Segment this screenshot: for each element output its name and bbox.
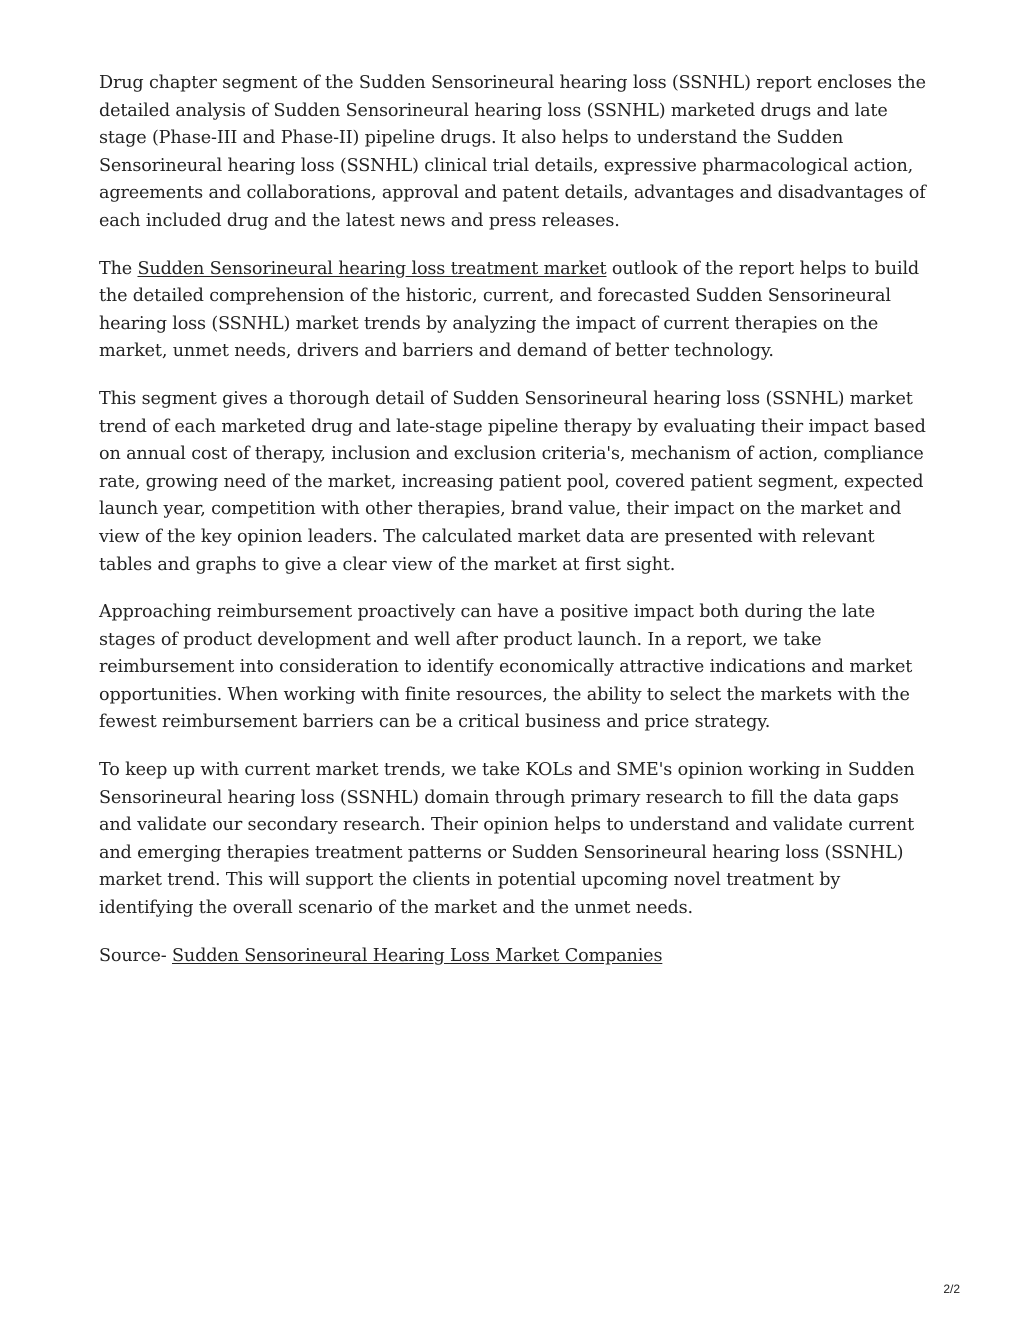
treatment-market-link[interactable]: Sudden Sensorineural hearing loss treatment market [137, 258, 607, 279]
document-body [99, 70, 931, 990]
paragraph-treatment-market [99, 256, 931, 366]
paragraph-market-trend: This segment gives a thorough detail of Sudden Sensorineural hearing loss (SSNHL) market trend of each marketed drug and late-stage pipeline therapy by evaluating their impact based on annual cost of therapy, inclusion and exclusion criteria's, mechanism of action, compliance rate, growing need of the market, increasing patient pool, covered patient segment, expected launch year, competition with other therapies, brand value, their impact on the market and view of the key opinion leaders. The calculated market data are presented with relevant tables and graphs to give a clear view of the market at first sight. [99, 388, 926, 575]
source-label: Source- [99, 945, 172, 966]
paragraph-text: outlook of the report helps to build the detailed comprehension of the historic, current, and forecasted Sudden Sensorineural hearing loss (SSNHL) market trends by analyzing the impact of current therapies on the market, unmet needs, drivers and barriers and demand of better technology. [99, 258, 920, 362]
paragraph-drug-chapter: Drug chapter segment of the Sudden Sensorineural hearing loss (SSNHL) report encloses the detailed analysis of Sudden Sensorineural hearing loss (SSNHL) marketed drugs and late stage (Phase-III and Phase-II) pipeline drugs. It also helps to understand the Sudden Sensorineural hearing loss (SSNHL) clinical trial details, expressive pharmacological action, agreements and collaborations, approval and patent details, advantages and disadvantages of each included drug and the latest news and press releases. [99, 73, 926, 231]
paragraph-reimbursement: Approaching reimbursement proactively can have a positive impact both during the late stages of product development and well after product launch. In a report, we take reimbursement into consideration to identify economically attractive indications and market opportunities. When working with finite resources, the ability to select the markets with the fewest reimbursement barriers can be a critical business and price strategy. [99, 602, 913, 733]
page-number: 2/2 [943, 1282, 960, 1296]
market-companies-link[interactable]: Sudden Sensorineural Hearing Loss Market Companies [172, 945, 663, 966]
paragraph-kol-opinion: To keep up with current market trends, we take KOLs and SME's opinion working in Sudden Sensorineural hearing loss (SSNHL) domain through primary research to fill the data gaps and validate our secondary research. Their opinion helps to understand and validate current and emerging therapies treatment patterns or Sudden Sensorineural hearing loss (SSNHL) market trend. This will support the clients in potential upcoming novel treatment by identifying the overall scenario of the market and the unmet needs. [99, 760, 915, 919]
paragraph-text: The [99, 258, 138, 279]
paragraph-source [99, 943, 931, 971]
